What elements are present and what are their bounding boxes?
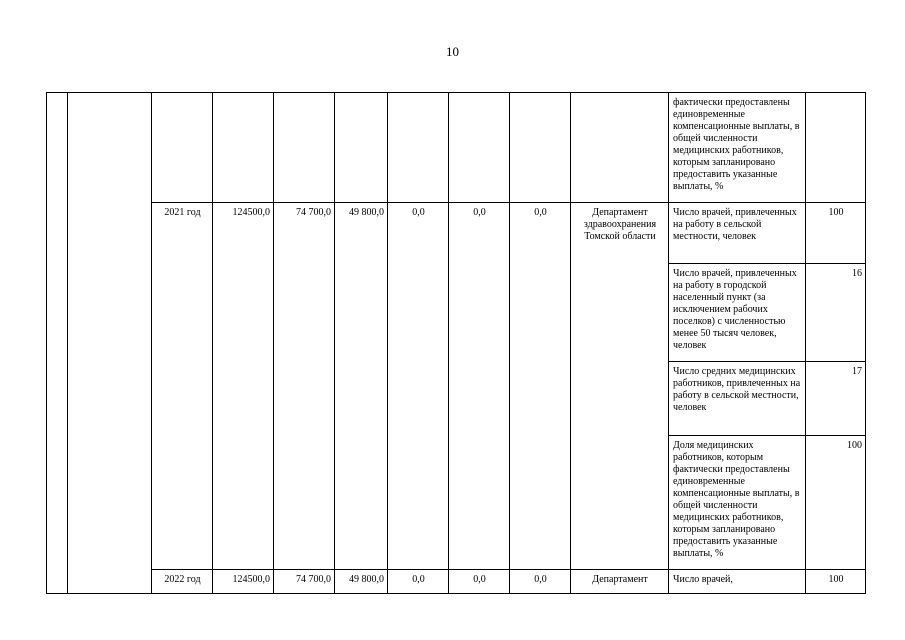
year-2021: 2021 год bbox=[152, 203, 213, 570]
local-2021: 0,0 bbox=[388, 203, 449, 570]
cell-empty bbox=[806, 93, 866, 203]
extra-2022: 0,0 bbox=[449, 570, 510, 594]
value-doctors-2022: 100 bbox=[806, 570, 866, 594]
table-row-2022 bbox=[47, 570, 866, 594]
year-2022: 2022 год bbox=[152, 570, 213, 594]
other-2022: 0,0 bbox=[510, 570, 571, 594]
indicator-nurses-rural: Число средних медицинских работников, привлеченных на работу в сельской местности, человек bbox=[669, 362, 806, 436]
value-share-paid: 100 bbox=[806, 436, 866, 570]
total-2021: 124500,0 bbox=[213, 203, 274, 570]
indicator-doctors-small-town: Число врачей, привлеченных на работу в городской населенный пункт (за исключением рабочих поселков) с численностью менее 50 тысяч человек, человек bbox=[669, 264, 806, 362]
cell-empty bbox=[388, 93, 449, 203]
executor-2021: Департамент здравоохранения Томской области bbox=[571, 203, 669, 570]
cell-empty bbox=[335, 93, 388, 203]
page-number: 10 bbox=[446, 44, 459, 59]
other-2021: 0,0 bbox=[510, 203, 571, 570]
table-row-2021 bbox=[47, 203, 866, 264]
program-table bbox=[46, 92, 866, 594]
federal-2022: 74 700,0 bbox=[274, 570, 335, 594]
executor-2022: Департамент bbox=[571, 570, 669, 594]
cell-number bbox=[47, 93, 68, 594]
indicator-share-paid: Доля медицинских работников, которым фактически предоставлены единовременные компенсационные выплаты, в общей численности медицинских работников, которым запланировано предоставить указанные выплаты, % bbox=[669, 436, 806, 570]
local-2022: 0,0 bbox=[388, 570, 449, 594]
extra-2021: 0,0 bbox=[449, 203, 510, 570]
table-row-continuation bbox=[47, 93, 866, 203]
cell-empty bbox=[213, 93, 274, 203]
cell-empty bbox=[510, 93, 571, 203]
value-nurses-rural: 17 bbox=[806, 362, 866, 436]
cell-empty bbox=[152, 93, 213, 203]
cell-task-name bbox=[68, 93, 152, 594]
regional-2022: 49 800,0 bbox=[335, 570, 388, 594]
indicator-doctors-rural: Число врачей, привлеченных на работу в сельской местности, человек bbox=[669, 203, 806, 264]
cell-empty bbox=[449, 93, 510, 203]
cell-empty bbox=[571, 93, 669, 203]
federal-2021: 74 700,0 bbox=[274, 203, 335, 570]
cell-empty bbox=[274, 93, 335, 203]
regional-2021: 49 800,0 bbox=[335, 203, 388, 570]
value-doctors-rural: 100 bbox=[806, 203, 866, 264]
indicator-doctors-2022: Число врачей, bbox=[669, 570, 806, 594]
total-2022: 124500,0 bbox=[213, 570, 274, 594]
indicator-share-paid-cont: фактически предоставлены единовременные компенсационные выплаты, в общей численности медицинских работников, которым запланировано предоставить указанные выплаты, % bbox=[669, 93, 806, 203]
value-doctors-small-town: 16 bbox=[806, 264, 866, 362]
